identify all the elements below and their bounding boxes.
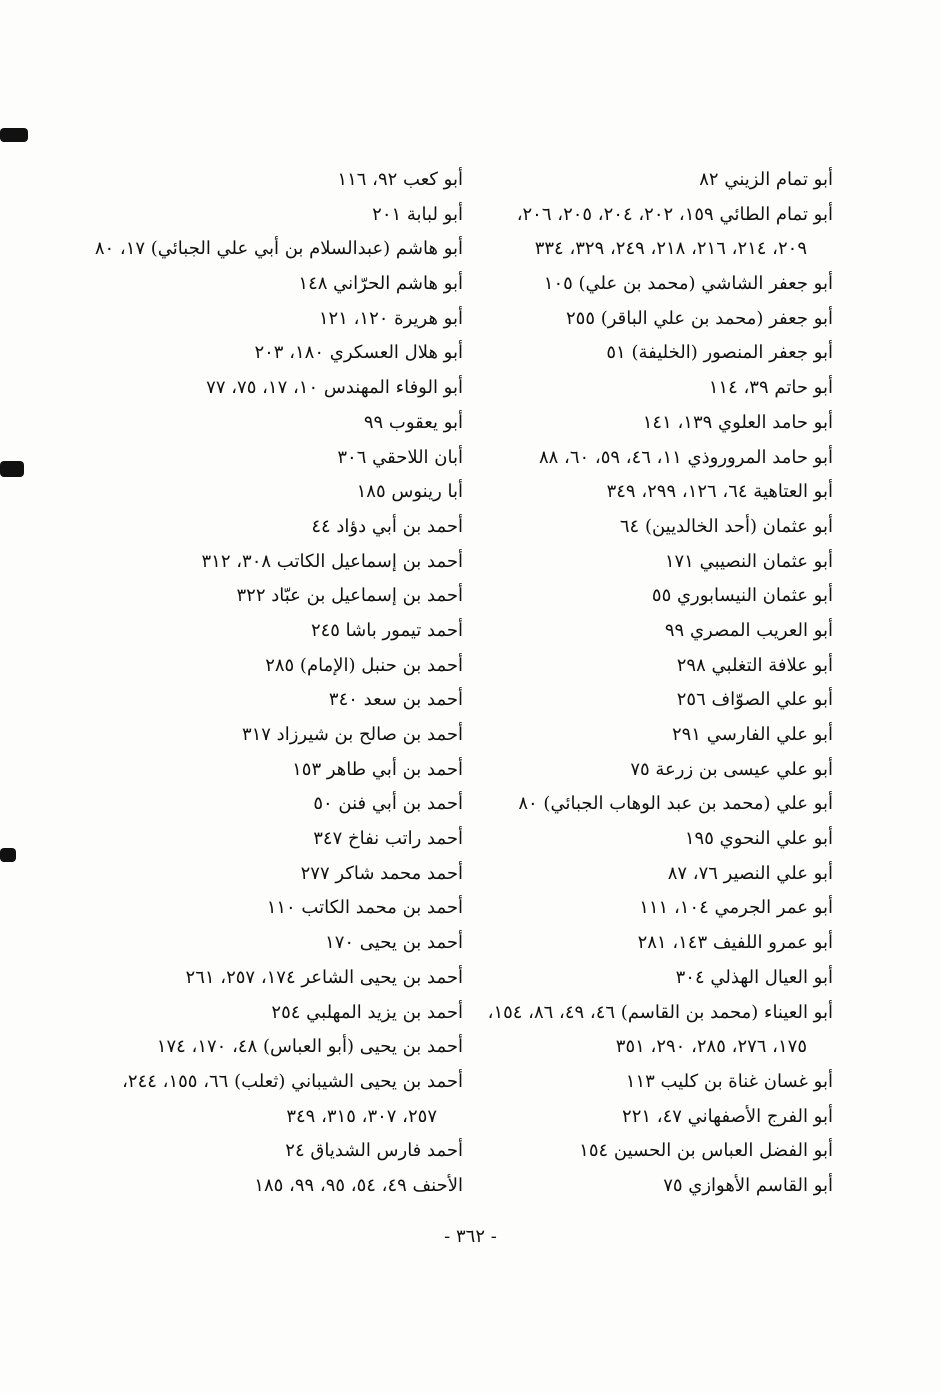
index-entry: أحمد بن يحيى (أبو العباس) ٤٨، ١٧٠، ١٧٤ [156,1036,463,1058]
index-entry: أحمد بن يحيى الشيباني (ثعلب) ٦٦، ١٥٥، ٢٤٤، [122,1070,463,1092]
index-entry: أبو علي الفارسي ٢٩١ [671,724,833,745]
index-entry: أبو لبابة ٢٠١ [372,203,463,225]
index-entry: أبو عمرو اللفيف ١٤٣، ٢٨١ [637,932,833,954]
index-entry: أبو عثمان النيسابوري ٥٥ [651,585,833,607]
index-entry: أبو عثمان (أحد الخالديين) ٦٤ [619,515,833,537]
index-entry: أحمد فارس الشدياق ٢٤ [285,1140,463,1162]
index-entry: أبو الفضل العباس بن الحسين ١٥٤ [579,1140,833,1162]
index-entry: أحمد بن أبي فنن ٥٠ [313,793,463,815]
index-entry: أبو جعفر (محمد بن علي الباقر) ٢٥٥ [565,307,833,329]
index-entry: أبو علافة التغلبي ٢٩٨ [676,654,833,676]
index-entry: أحمد بن محمد الكاتب ١١٠ [266,897,463,919]
index-entry: أبو هاشم الحرّاني ١٤٨ [298,273,463,295]
index-entry-continuation: ١٧٥، ٢٧٦، ٢٨٥، ٢٩٠، ٣٥١ [615,1036,807,1058]
index-entry: أبو هلال العسكري ١٨٠، ٢٠٣ [254,342,463,364]
index-entry: أبو غسان غناة بن كليب ١١٣ [625,1070,833,1092]
index-entry: أبو علي النحوي ١٩٥ [684,828,833,850]
index-entry: أحمد بن يزيد المهلبي ٢٥٤ [271,1001,463,1023]
index-entry: أبو تمام الطائي ١٥٩، ٢٠٢، ٢٠٤، ٢٠٥، ٢٠٦، [516,203,833,225]
index-entry: أبو هريرة ١٢٠، ١٢١ [318,307,463,329]
index-entry: أبو عثمان النصيبي ١٧١ [664,550,833,572]
index-entry: أبو القاسم الأهوازي ٧٥ [663,1174,833,1196]
scan-edge-mark [0,128,28,142]
index-column-left [94,163,463,1204]
index-entry: أحمد بن حنبل (الإمام) ٢٨٥ [265,654,463,676]
index-entry: أبو العتاهية ٦٤، ١٢٦، ٢٩٩، ٣٤٩ [606,481,833,503]
index-entry: أبو حامد العلوي ١٣٩، ١٤١ [642,411,833,433]
index-column-right [473,163,833,1204]
index-entry: أحمد بن يحيى الشاعر ١٧٤، ٢٥٧، ٢٦١ [185,966,463,988]
index-entry: أحمد بن صالح بن شيرزاد ٣١٧ [241,724,463,745]
scan-edge-mark [0,461,24,477]
index-entry: أبو العيال الهذلي ٣٠٤ [675,966,833,988]
index-entry: أحمد محمد شاكر ٢٧٧ [300,862,463,884]
index-entry: أبو العريب المصري ٩٩ [664,619,833,641]
index-entry: أحمد راتب نفاخ ٣٤٧ [313,828,463,850]
index-entry: أبو هاشم (عبدالسلام بن أبي علي الجبائي) ١٧، ٨٠ [94,238,463,260]
index-entry: أبو العيناء (محمد بن القاسم) ٤٦، ٤٩، ٨٦، ١٥٤، [487,1001,833,1023]
scan-edge-mark [0,848,16,862]
index-entry: أبو جعفر الشاشي (محمد بن علي) ١٠٥ [543,273,833,295]
index-entry: أحمد بن أبي دؤاد ٤٤ [311,515,463,537]
index-entry: أبا رينوس ١٨٥ [356,481,463,503]
index-entry: أبو عمر الجرمي ١٠٤، ١١١ [639,897,833,919]
index-entry: أحمد تيمور باشا ٢٤٥ [310,619,463,641]
index-entry: أبان اللاحقي ٣٠٦ [337,446,463,468]
index-entry: أبو الوفاء المهندس ١٠، ١٧، ٧٥، ٧٧ [206,377,463,399]
index-entry: أحمد بن سعد ٣٤٠ [328,689,463,711]
index-entry: أبو علي الصوّاف ٢٥٦ [676,689,833,711]
index-entry-continuation: ٢٥٧، ٣٠٧، ٣١٥، ٣٤٩ [286,1105,437,1127]
index-entry: أبو علي النصير ٧٦، ٨٧ [667,862,833,884]
index-entry: أحمد بن إسماعيل الكاتب ٣٠٨، ٣١٢ [201,550,463,572]
index-entry: أبو تمام الزيني ٨٢ [699,169,833,190]
index-entry-continuation: ٢٠٩، ٢١٤، ٢١٦، ٢١٨، ٢٤٩، ٣٢٩، ٣٣٤ [534,238,807,260]
index-entry: أبو علي (محمد بن عبد الوهاب الجبائي) ٨٠ [518,793,833,815]
index-entry: الأحنف ٤٩، ٥٤، ٩٥، ٩٩، ١٨٥ [254,1174,463,1196]
index-entry: أبو حامد المروروذي ١١، ٤٦، ٥٩، ٦٠، ٨٨ [538,446,833,468]
index-entry: أبو يعقوب ٩٩ [363,411,463,433]
index-entry: أبو حاتم ٣٩، ١١٤ [708,377,833,399]
page-number: - ٣٦٢ - [444,1226,497,1247]
index-entry: أحمد بن يحيى ١٧٠ [325,932,463,954]
index-entry: أحمد بن أبي طاهر ١٥٣ [292,758,463,780]
index-entry: أبو الفرج الأصفهاني ٤٧، ٢٢١ [622,1105,833,1127]
index-entry: أحمد بن إسماعيل بن عبّاد ٣٢٢ [236,585,463,607]
index-entry: أبو علي عيسى بن زرعة ٧٥ [630,758,833,780]
index-entry: أبو كعب ٩٢، ١١٦ [337,169,463,190]
index-entry: أبو جعفر المنصور (الخليفة) ٥١ [606,342,833,364]
